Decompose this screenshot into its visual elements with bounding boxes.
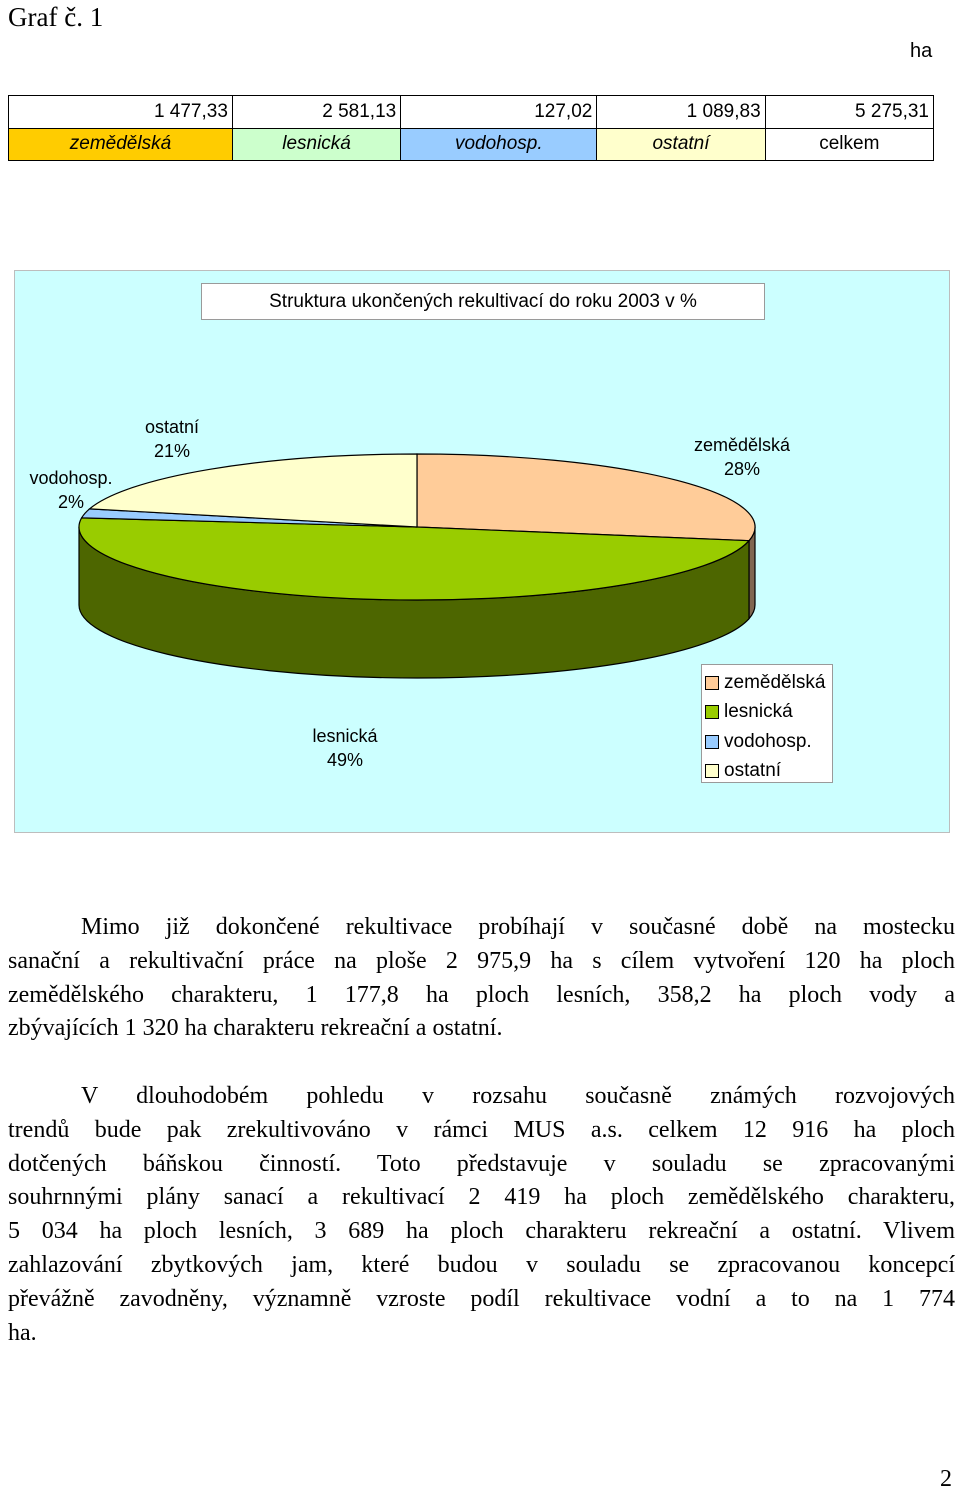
slice-label-name: zemědělská — [693, 435, 791, 455]
legend-item — [705, 757, 832, 787]
legend-label: zemědělská — [724, 671, 826, 693]
paragraph-line: zemědělského charakteru, 1 177,8 ha ploch lesních, 358,2 ha ploch vody a — [8, 981, 955, 1008]
legend-item — [705, 698, 832, 728]
table-row-values — [9, 96, 934, 129]
table-cell-value: 127,02 — [401, 96, 597, 129]
page-number: 2 — [940, 1466, 952, 1492]
figure-caption: Graf č. 1 — [8, 2, 104, 32]
unit-label: ha — [910, 40, 933, 62]
paragraph-line: zbývajících 1 320 ha charakteru rekreační a ostatní. — [8, 1015, 503, 1042]
legend-item — [705, 727, 832, 757]
paragraph-line: 5 034 ha ploch lesních, 3 689 ha ploch charakteru rekreační a ostatní. Vlivem — [8, 1218, 955, 1245]
table-cell-label: ostatní — [597, 128, 765, 161]
slice-label-value: 28% — [723, 459, 761, 479]
paragraph-line: převážně zavodněny, významně vzroste podíl rekultivace vodní a to na 1 774 — [8, 1285, 955, 1312]
paragraph-line: trendů bude pak zrekultivováno v rámci MUS a.s. celkem 12 916 ha ploch — [8, 1116, 955, 1143]
legend-label: lesnická — [724, 701, 793, 723]
table-cell-value: 2 581,13 — [232, 96, 400, 129]
slice-label-value: 2% — [57, 492, 84, 512]
table-cell-label: lesnická — [232, 128, 400, 161]
slice-label-name: vodohosp. — [29, 468, 113, 488]
legend-swatch — [705, 764, 719, 778]
paragraph-line: Mimo již dokončené rekultivace probíhají v současné době na mostecku — [81, 914, 955, 940]
paragraph-line: V dlouhodobém pohledu v rozsahu současně známých rozvojových — [81, 1083, 955, 1109]
slice-label-zemedelska — [679, 433, 805, 481]
slice-label-value: 21% — [153, 441, 191, 461]
paragraph-2 — [8, 1080, 955, 1350]
slice-label-lesnicka — [285, 724, 405, 772]
legend-swatch — [705, 676, 719, 690]
table-cell-label: zemědělská — [9, 128, 233, 161]
table-cell-value: 1 089,83 — [597, 96, 765, 129]
slice-label-ostatni — [117, 415, 227, 463]
data-table — [8, 95, 934, 161]
paragraph-line: zahlazování zbytkových jam, které budou v souladu se zpracovanou koncepcí — [8, 1251, 955, 1278]
table-cell-value: 1 477,33 — [9, 96, 233, 129]
pie-slice-side — [749, 527, 755, 619]
paragraph-1 — [8, 911, 955, 1046]
slice-label-vodohosp — [21, 466, 121, 514]
legend-label: ostatní — [724, 760, 782, 782]
slice-label-name: lesnická — [312, 726, 378, 746]
paragraph-line: sanační a rekultivační práce na ploše 2 975,9 ha s cílem vytvoření 120 ha ploch — [8, 947, 955, 974]
legend-label: vodohosp. — [724, 730, 812, 752]
paragraph-line: dotčených báňskou činností. Toto představuje v souladu se zpracovanými — [8, 1150, 955, 1177]
table-cell-value: 5 275,31 — [765, 96, 933, 129]
chart-title: Struktura ukončených rekultivací do roku 2003 v % — [201, 283, 765, 320]
chart-legend — [701, 664, 833, 783]
slice-label-value: 49% — [326, 750, 364, 770]
legend-swatch — [705, 705, 719, 719]
legend-item — [705, 668, 832, 698]
paragraph-line: ha. — [8, 1319, 37, 1346]
slice-label-name: ostatní — [144, 417, 200, 437]
pie-chart — [14, 270, 950, 833]
legend-swatch — [705, 735, 719, 749]
table-cell-label: celkem — [765, 128, 933, 161]
table-cell-label: vodohosp. — [401, 128, 597, 161]
paragraph-line: souhrnnými plány sanací a rekultivací 2 419 ha ploch zemědělského charakteru, — [8, 1184, 955, 1211]
table-row-labels — [9, 128, 934, 161]
